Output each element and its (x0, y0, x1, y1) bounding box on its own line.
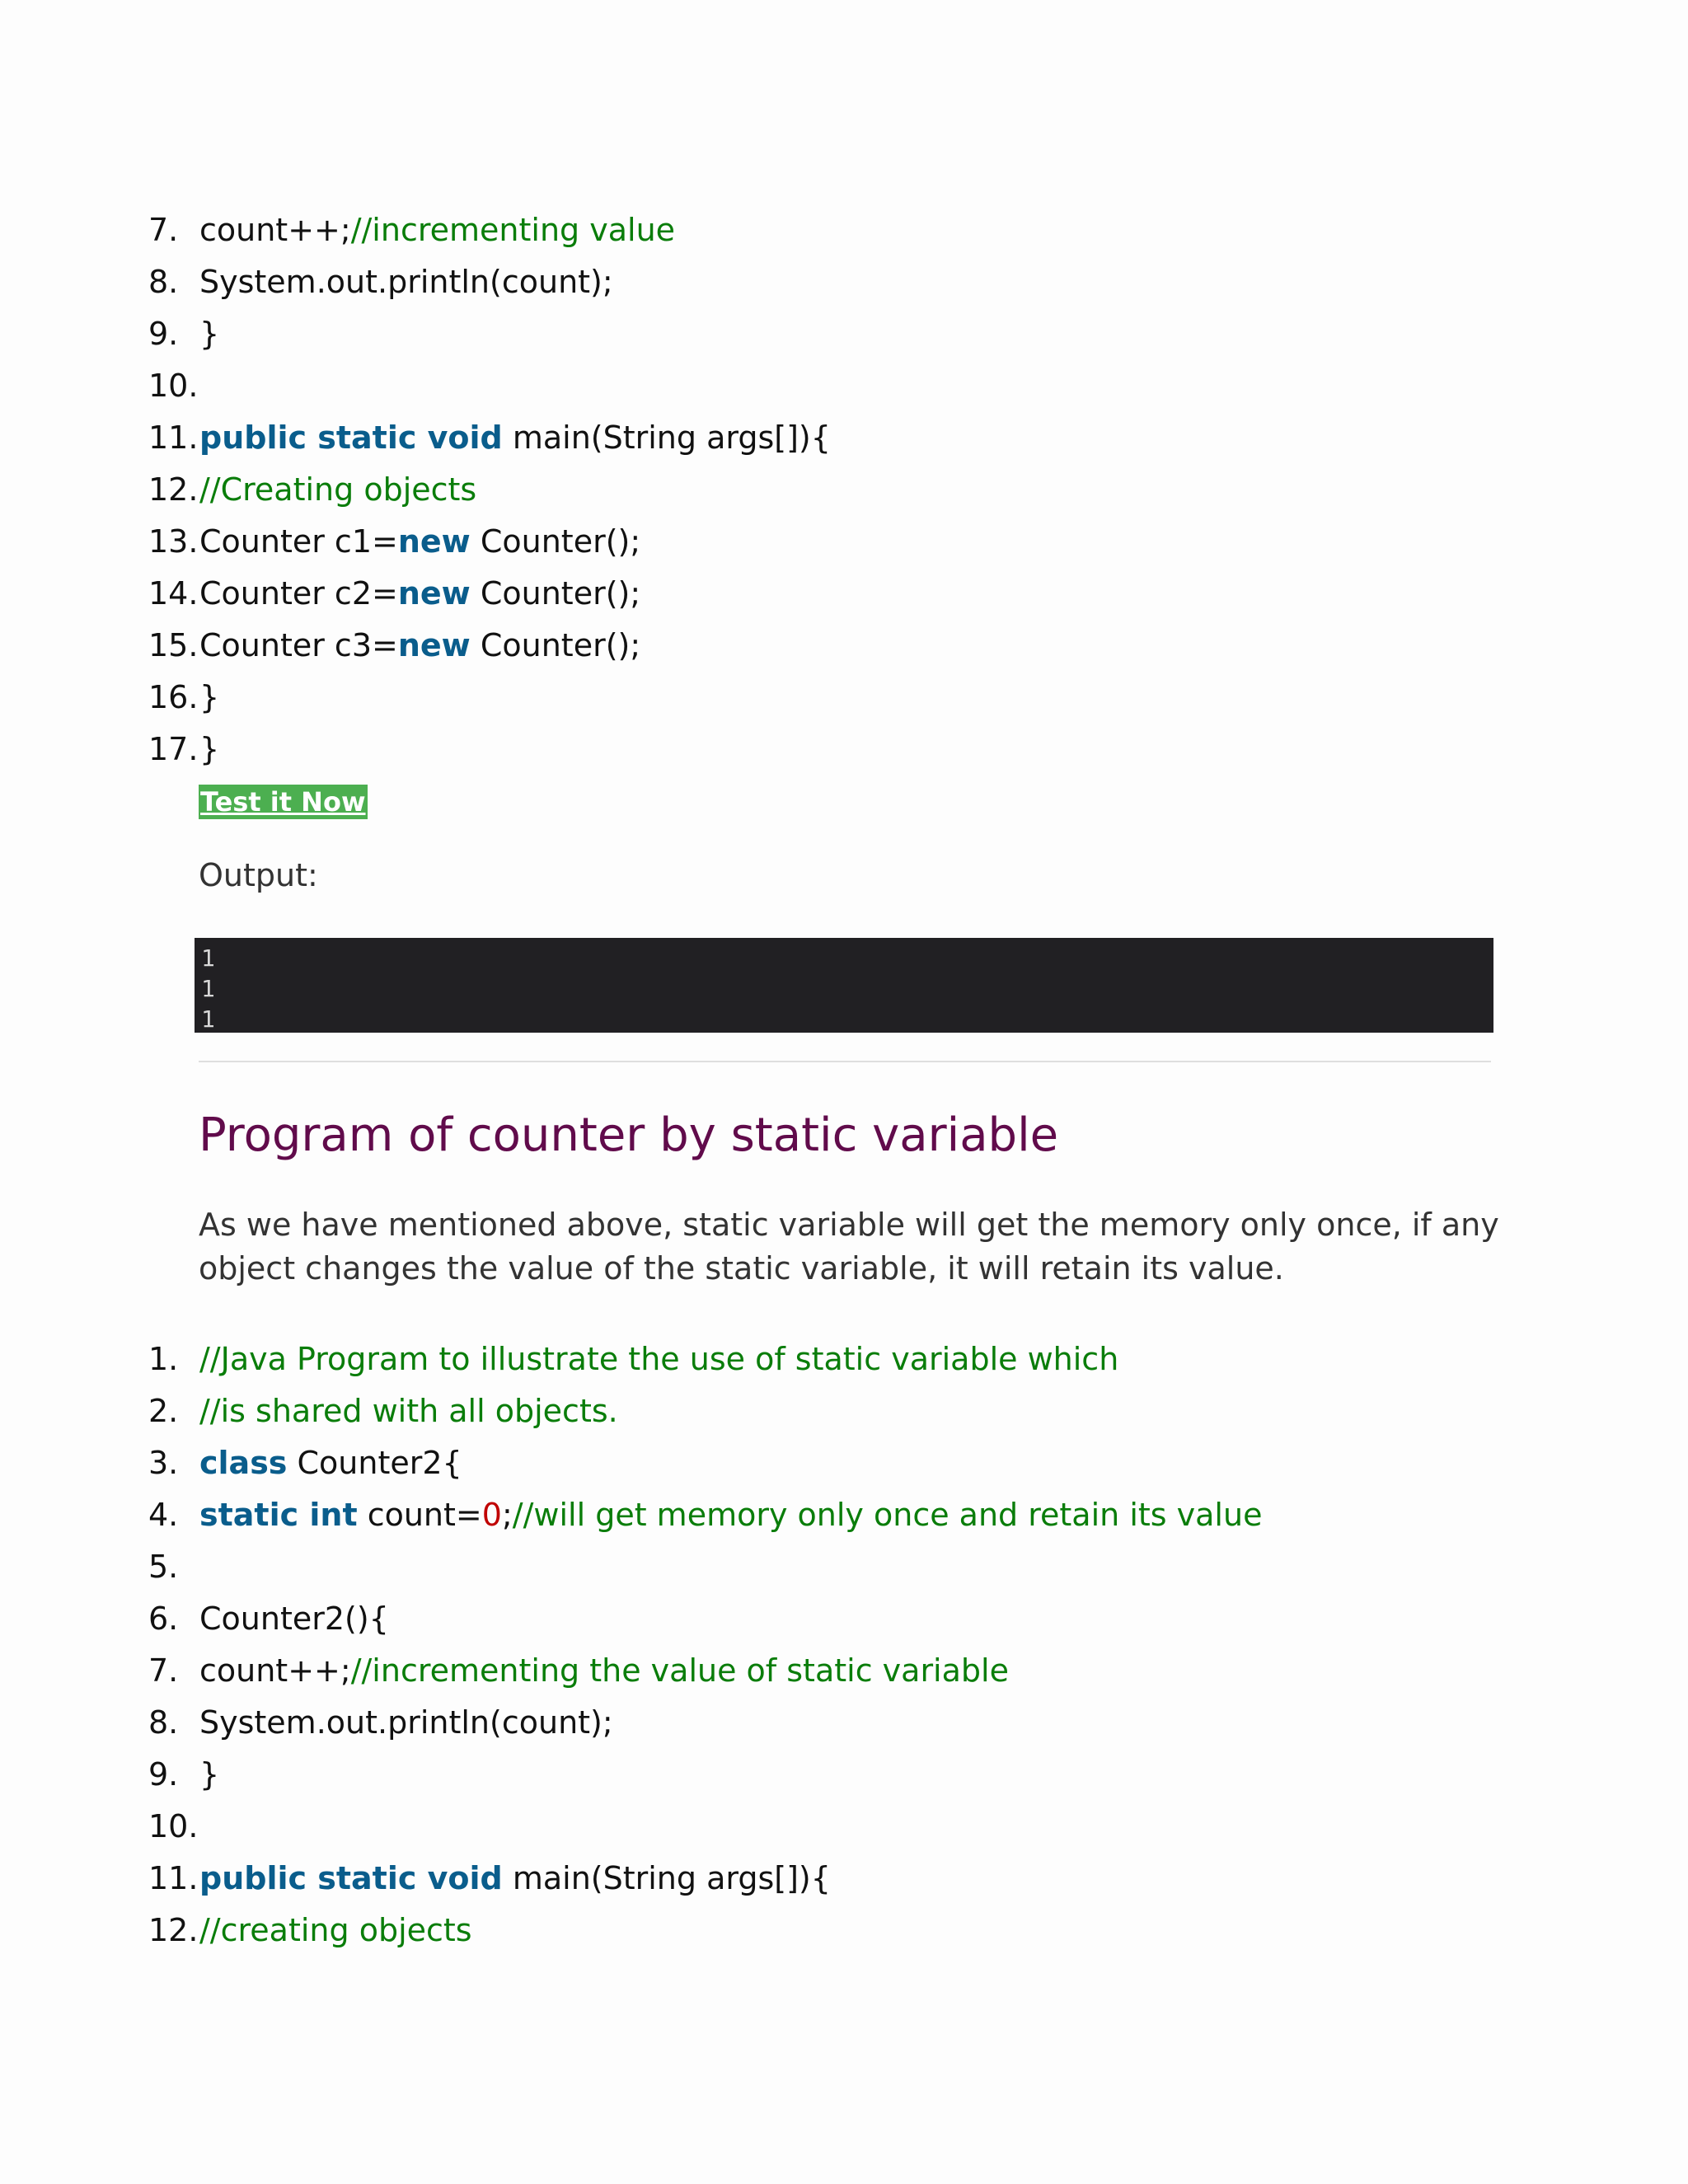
code-number: 0 (481, 1497, 502, 1533)
code-text: } (199, 316, 220, 352)
line-number: 3. (148, 1445, 179, 1481)
code-line (148, 1437, 1262, 1489)
section-divider (199, 1061, 1491, 1062)
code-text: ; (501, 1497, 513, 1533)
code-line (148, 1749, 1262, 1801)
console-line: 1 (201, 944, 215, 972)
line-number: 2. (148, 1393, 179, 1429)
code-text: } (199, 731, 220, 767)
code-line (148, 1645, 1262, 1697)
code-line (148, 1853, 1262, 1905)
code-keyword: static int (199, 1497, 358, 1533)
code-line (148, 1333, 1262, 1385)
line-number: 12. (148, 1912, 199, 1948)
line-number: 1. (148, 1341, 179, 1377)
line-number: 10. (148, 1808, 199, 1844)
code-text: Counter2{ (287, 1445, 462, 1481)
line-number: 8. (148, 1704, 179, 1741)
code-line (148, 568, 831, 620)
code-line (148, 1385, 1262, 1437)
line-number: 7. (148, 1652, 179, 1689)
code-text: Counter c3= (199, 627, 398, 663)
code-keyword: new (397, 575, 471, 612)
line-number: 7. (148, 212, 179, 248)
line-number: 4. (148, 1497, 179, 1533)
code-line (148, 360, 831, 412)
line-number: 6. (148, 1601, 179, 1637)
section-heading: Program of counter by static variable (199, 1108, 1059, 1162)
code-keyword: public static void (199, 1860, 503, 1896)
code-line (148, 516, 831, 568)
code-line (148, 1593, 1262, 1645)
line-number: 11. (148, 419, 199, 456)
code-keyword: class (199, 1445, 288, 1481)
code-text: Counter2(){ (199, 1601, 389, 1637)
line-number: 13. (148, 523, 199, 560)
code-block-counter2 (148, 1333, 1262, 1957)
code-text: main(String args[]){ (502, 1860, 831, 1896)
code-line (148, 620, 831, 672)
code-line (148, 412, 831, 464)
code-line (148, 672, 831, 724)
line-number: 12. (148, 471, 199, 508)
code-comment: //Java Program to illustrate the use of static variable which (199, 1341, 1119, 1377)
code-line (148, 1697, 1262, 1749)
code-comment: //is shared with all objects. (199, 1393, 618, 1429)
line-number: 5. (148, 1549, 179, 1585)
code-line (148, 308, 831, 360)
code-text: } (199, 679, 220, 715)
code-text: count= (357, 1497, 482, 1533)
code-block-counter (148, 204, 831, 776)
line-number: 9. (148, 1756, 179, 1793)
line-number: 14. (148, 575, 199, 612)
code-text: System.out.println(count); (199, 1704, 613, 1741)
code-text: count++; (199, 1652, 351, 1689)
code-keyword: public static void (199, 419, 503, 456)
code-comment: //Creating objects (199, 471, 477, 508)
code-keyword: new (397, 627, 471, 663)
line-number: 11. (148, 1860, 199, 1896)
code-line (148, 1905, 1262, 1957)
code-line (148, 1541, 1262, 1593)
line-number: 15. (148, 627, 199, 663)
code-keyword: new (397, 523, 471, 560)
code-line (148, 724, 831, 776)
code-text: System.out.println(count); (199, 264, 613, 300)
test-it-now-button[interactable]: Test it Now (200, 786, 366, 818)
section-paragraph: As we have mentioned above, static variable will get the memory only once, if any object changes the value of the static variable, it will retain its value. (199, 1207, 1499, 1286)
code-text: Counter c1= (199, 523, 398, 560)
code-line (148, 464, 831, 516)
line-number: 8. (148, 264, 179, 300)
line-number: 17. (148, 731, 199, 767)
code-text: Counter(); (470, 627, 641, 663)
code-comment: //creating objects (199, 1912, 472, 1948)
code-text: Counter c2= (199, 575, 398, 612)
console-line: 1 (201, 975, 215, 1002)
code-line (148, 204, 831, 256)
code-line (148, 1801, 1262, 1853)
line-number: 16. (148, 679, 199, 715)
code-text: Counter(); (470, 523, 641, 560)
code-comment: //incrementing the value of static variable (350, 1652, 1009, 1689)
code-text: count++; (199, 212, 351, 248)
line-number: 9. (148, 316, 179, 352)
code-line (148, 256, 831, 308)
line-number: 10. (148, 368, 199, 404)
code-text: main(String args[]){ (502, 419, 831, 456)
console-line: 1 (201, 1005, 215, 1033)
output-console (195, 938, 1493, 1033)
code-text: } (199, 1756, 220, 1793)
code-line (148, 1489, 1262, 1541)
code-comment: //incrementing value (350, 212, 676, 248)
code-comment: //will get memory only once and retain its value (512, 1497, 1263, 1533)
code-text: Counter(); (470, 575, 641, 612)
output-label: Output: (199, 857, 318, 893)
